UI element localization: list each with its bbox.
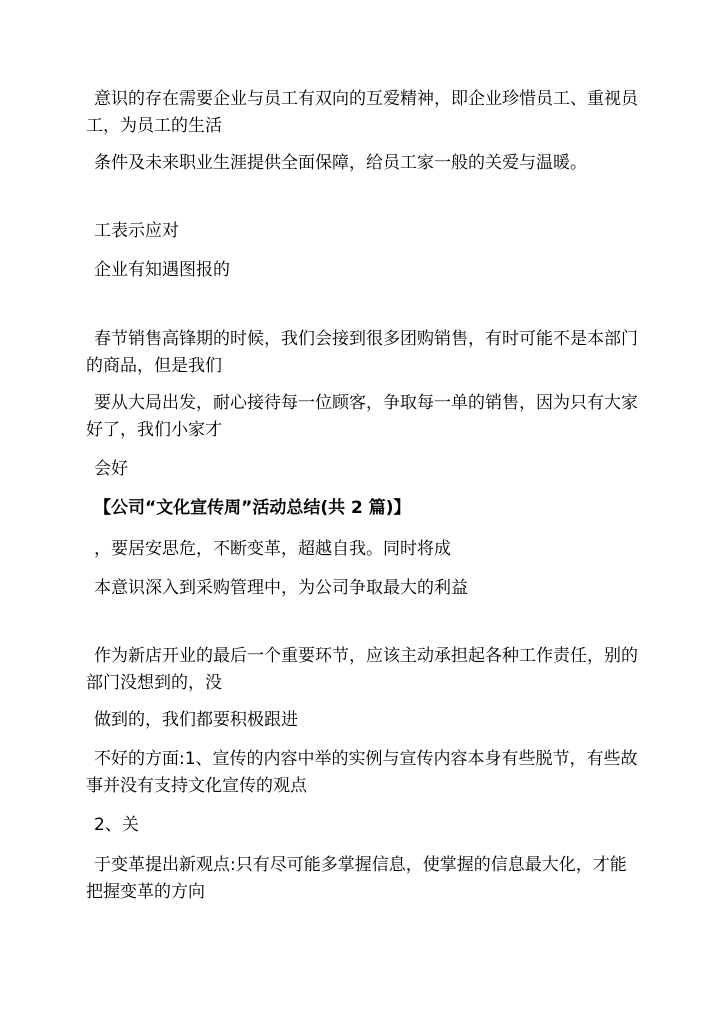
paragraph-2: 条件及未来职业生涯提供全面保障，给员工家一般的关爱与温暖。 [94,153,587,173]
section-heading: 【公司“文化宣传周”活动总结(共 2 篇)】 [94,498,411,518]
paragraph-11: 作为新店开业的最后一个重要环节，应该主动承担起各种工作责任，别的部门没想到的，没 [86,646,638,693]
paragraph-3: 工表示应对 [94,221,179,241]
paragraph-15: 于变革提出新观点:只有尽可能多掌握信息，使掌握的信息最大化，才能把握变革的方向 [86,855,627,902]
paragraph-12: 做到的，我们都要积极跟进 [94,710,298,730]
paragraph-13: 不好的方面:1、宣传的内容中举的实例与宣传内容本身有些脱节，有些故事并没有支持文化宣传的观点 [86,749,638,796]
paragraph-9: ，要居安思危，不断变革，超越自我。同时将成 [94,539,451,559]
paragraph-10: 本意识深入到采购管理中，为公司争取最大的利益 [94,578,468,598]
paragraph-7: 会好 [94,459,128,479]
paragraph-6: 要从大局出发，耐心接待每一位顾客，争取每一单的销售，因为只有大家好了，我们小家才 [86,393,638,440]
paragraph-14: 2、关 [94,815,139,835]
paragraph-5: 春节销售高锋期的时候，我们会接到很多团购销售，有时可能不是本部门的商品，但是我们 [86,329,638,376]
paragraph-1: 意识的存在需要企业与员工有双向的互爱精神，即企业珍惜员工、重视员工，为员工的生活 [86,89,638,136]
paragraph-4: 企业有知遇图报的 [94,260,230,280]
